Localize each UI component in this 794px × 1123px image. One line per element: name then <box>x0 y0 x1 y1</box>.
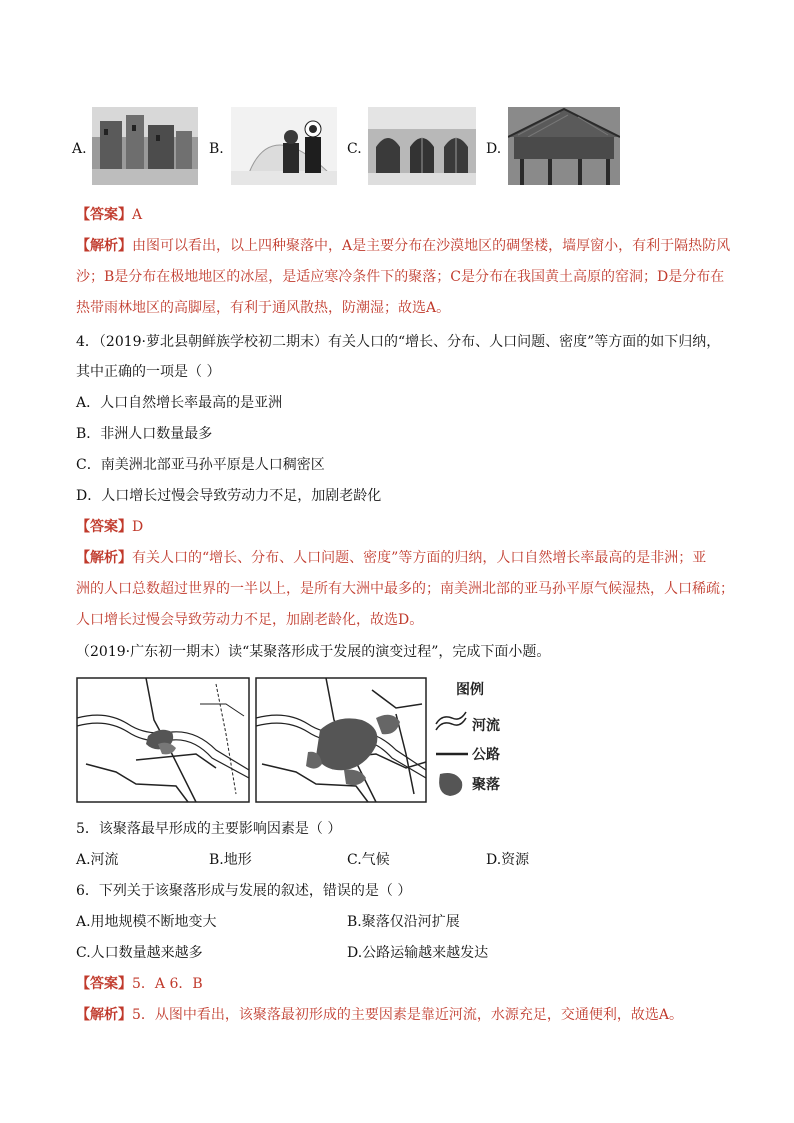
analysis-tag: 【解析】 <box>76 1007 132 1023</box>
answer-tag: 【答案】 <box>76 976 132 992</box>
legend-settlement-symbol <box>439 773 462 796</box>
q3-analysis-line-3: 热带雨林地区的高脚屋，有利于通风散热，防潮湿；故选A。 <box>76 300 451 316</box>
legend-river: 河流 <box>472 718 500 734</box>
q5-option-c: C.气候 <box>347 852 390 868</box>
q4-analysis-line-3: 人口增长过慢会导致劳动力不足，加剧老龄化，故选D。 <box>76 612 424 628</box>
q5-stem: 5．该聚落最早形成的主要影响因素是（ ） <box>76 821 342 837</box>
fortress-building-photo <box>92 107 198 185</box>
q56-analysis-line-1 <box>76 1006 683 1024</box>
analysis-text: 由图可以看出，以上四种聚落中，A是主要分布在沙漠地区的碉堡楼，墙厚窗小，有利于隔热防风 <box>132 238 731 254</box>
legend-road: 公路 <box>472 747 500 763</box>
answer-value: 5．A 6．B <box>132 976 203 992</box>
stilt-house-photo <box>508 107 620 185</box>
answer-value: D <box>132 519 144 535</box>
answer-tag: 【答案】 <box>76 207 132 223</box>
cave-dwelling-photo <box>368 107 476 185</box>
q6-option-a: A.用地规模不断地变大 <box>76 914 217 930</box>
q6-stem: 6．下列关于该聚落形成与发展的叙述，错误的是（ ） <box>76 883 412 899</box>
q4-analysis-line-2: 洲的人口总数超过世界的一半以上，是所有大洲中最多的；南美洲北部的亚马孙平原气候湿热，人口稀疏； <box>76 581 734 597</box>
option-c-label: C. <box>347 141 362 157</box>
q4-analysis-line-1 <box>76 549 706 567</box>
q4-option-c: C．南美洲北部亚马孙平原是人口稠密区 <box>76 457 325 473</box>
analysis-text: 有关人口的“增长、分布、人口问题、密度”等方面的归纳，人口自然增长率最高的是非洲；亚 <box>132 550 707 566</box>
option-b-label: B. <box>209 141 224 157</box>
group-intro: （2019·广东初一期末）读“某聚落形成于发展的演变过程”，完成下面小题。 <box>76 644 551 660</box>
q4-option-d: D．人口增长过慢会导致劳动力不足，加剧老龄化 <box>76 488 382 504</box>
analysis-tag: 【解析】 <box>76 550 132 566</box>
q5-option-d: D.资源 <box>486 852 530 868</box>
igloo-photo <box>231 107 337 185</box>
q4-stem-line-1: 4．（2019·萝北县朝鲜族学校初二期末）有关人口的“增长、分布、人口问题、密度”等方面的如下归纳， <box>76 334 721 350</box>
q4-option-a: A．人口自然增长率最高的是亚洲 <box>76 395 283 411</box>
legend-settlement: 聚落 <box>472 777 500 793</box>
answer-value: A <box>132 207 143 223</box>
q4-answer <box>76 518 143 536</box>
q6-option-c: C.人口数量越来越多 <box>76 945 203 961</box>
q4-option-b: B．非洲人口数量最多 <box>76 426 213 442</box>
option-a-label: A. <box>72 141 87 157</box>
q4-stem-line-2: 其中正确的一项是（ ） <box>76 364 221 380</box>
analysis-tag: 【解析】 <box>76 238 132 254</box>
analysis-text: 5．从图中看出，该聚落最初形成的主要因素是靠近河流，水源充足，交通便利，故选A。 <box>132 1007 684 1023</box>
q6-option-b: B.聚落仅沿河扩展 <box>347 914 460 930</box>
q5-option-a: A.河流 <box>76 852 119 868</box>
q56-answer <box>76 975 203 993</box>
option-d-label: D. <box>486 141 502 157</box>
legend-river-symbol <box>436 712 466 724</box>
q5-option-b: B.地形 <box>209 852 252 868</box>
q3-analysis-line-1 <box>76 237 730 255</box>
answer-tag: 【答案】 <box>76 519 132 535</box>
legend-title: 图例 <box>456 682 484 698</box>
q6-option-d: D.公路运输越来越发达 <box>347 945 489 961</box>
q3-analysis-line-2: 沙；B是分布在极地地区的冰屋，是适应寒冷条件下的聚落；C是分布在我国黄土高原的窑洞；D是分布在 <box>76 269 725 285</box>
settlement-evolution-map <box>76 674 516 804</box>
q3-answer <box>76 206 142 224</box>
